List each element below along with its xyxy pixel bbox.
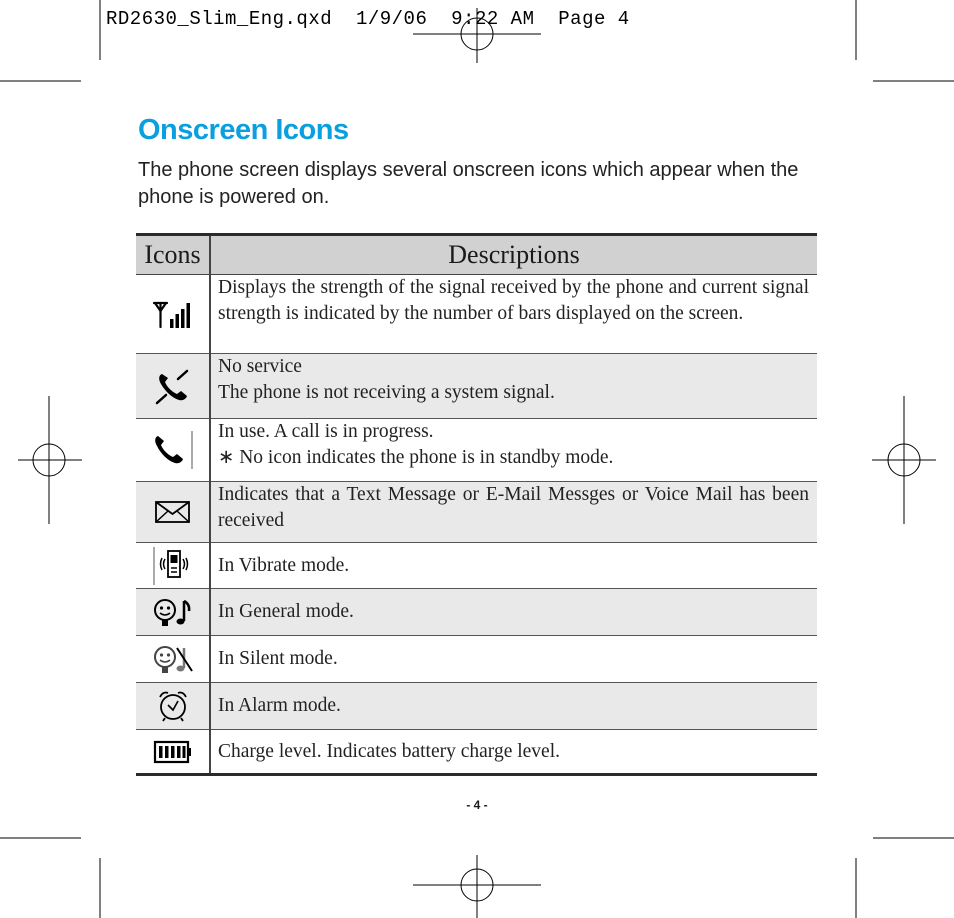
row-description [210,683,817,730]
description-line: In Alarm mode. [218,695,341,716]
row-description [210,275,817,354]
description-line: In use. A call is in progress. [218,421,434,442]
general-mode-icon [136,589,210,636]
row-description [210,730,817,775]
signal-strength-icon [136,275,210,354]
table-row [136,354,817,419]
envelope-icon [136,482,210,543]
intro-text: The phone screen displays several onscreen icons which appear when the phone is powered on. [138,159,799,208]
page-number: - 4 - [466,798,488,812]
table-row [136,589,817,636]
table-row [136,543,817,589]
table-row [136,275,817,354]
row-description [210,354,817,419]
description-line: No service [218,356,302,377]
row-description [210,543,817,589]
icons-table [136,233,817,776]
print-slug: RD2630_Slim_Eng.qxd 1/9/06 9:22 AM Page 4 [106,8,630,30]
table-row [136,482,817,543]
table-row [136,730,817,775]
description-line: Indicates that a Text Message or E-Mail Messges or Voice Mail has been received [218,484,809,531]
row-description [210,482,817,543]
row-description [210,589,817,636]
battery-icon [136,730,210,775]
description-line: In General mode. [218,601,354,622]
description-line: Displays the strength of the signal received by the phone and current signal strength is indicated by the number of bars displayed on the screen. [218,277,809,324]
description-line: In Vibrate mode. [218,554,350,576]
page-title: Onscreen Icons [138,114,349,146]
row-description [210,419,817,482]
in-use-icon [136,419,210,482]
header-descriptions: Descriptions [210,235,817,275]
vibrate-icon [136,543,210,589]
no-service-icon [136,354,210,419]
table-header-row [136,235,817,275]
description-line: ∗ No icon indicates the phone is in standby mode. [218,447,614,468]
alarm-clock-icon [136,683,210,730]
table-row [136,683,817,730]
description-line: Charge level. Indicates battery charge level. [218,740,561,762]
silent-mode-icon [136,636,210,683]
description-line: In Silent mode. [218,648,338,669]
row-description [210,636,817,683]
header-icons: Icons [136,235,210,275]
table-row [136,419,817,482]
table-row [136,636,817,683]
description-line: The phone is not receiving a system signal. [218,382,555,403]
